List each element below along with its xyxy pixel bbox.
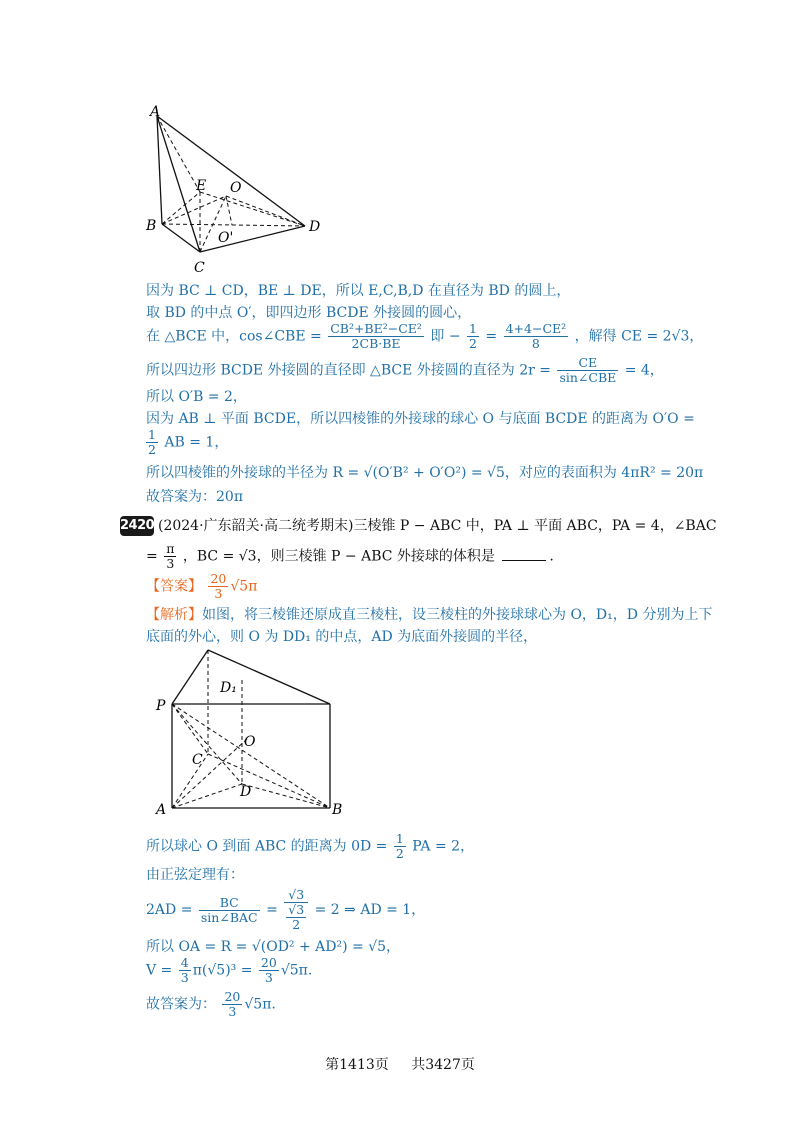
page-number: 第1413页 xyxy=(325,1057,389,1073)
solution1-line1: 因为 BC ⊥ CD，BE ⊥ DE，所以 E,C,B,D 在直径为 BD 的圆上， xyxy=(146,283,571,299)
label-D: D xyxy=(309,219,321,235)
analysis-line1: 【解析】如图，将三棱锥还原成直三棱柱，设三棱柱的外接球球心为 O，D₁，D 分别为上下 xyxy=(146,607,713,623)
solution1-line5: 所以 O′B = 2， xyxy=(146,389,247,405)
figure-prism xyxy=(150,640,360,820)
solution2-line3: 2AD = $\frac{BC}{\text{sin∠BAC}}$ = $\frac{√3}{\frac{√3}{2}}$ = 2 ⇒ AD = 1， xyxy=(146,887,426,932)
label-O-prime: O' xyxy=(218,230,234,246)
fraction: $\frac{20}{3}$ xyxy=(224,989,241,1019)
solution2-line1: 所以球心 O 到面 ABC 的距离为 0D = $\frac{1}{2}$ PA = 2， xyxy=(146,831,475,861)
solution2-line5: V = $\frac{4}{3}$ π(√5)³ = $\frac{20}{3}$ √5π. xyxy=(146,955,313,985)
solution1-line7: $\frac{1}{2}$ AB = 1， xyxy=(148,427,229,457)
solution1-line3: 在 △BCE 中，cos∠CBE = $\frac{\text{CB²+BE²−CE²}}{2CB\cdot BE}$ 即 − $\frac{1}{2}$ = $\frac{\text{4+4−CE²}}{8}$ ，解得 CE = 2√3， xyxy=(146,321,704,351)
analysis-line2: 底面的外心，则 O 为 DD₁ 的中点，AD 为底面外接圆的半径， xyxy=(146,629,538,645)
fraction: $\frac{CE}{\text{sin∠CBE}}$ xyxy=(559,355,617,385)
fraction: $\frac{\text{4+4−CE²}}{8}$ xyxy=(505,321,567,351)
label-D: D xyxy=(240,784,252,800)
fraction: $\frac{BC}{\text{sin∠BAC}}$ xyxy=(200,894,258,925)
page-footer xyxy=(0,1054,800,1074)
solution2-line4: 所以 OA = R = √(OD² + AD²) = √5， xyxy=(146,939,401,955)
question-line2: = $\frac{\pi}{3}$ ，BC = √3，则三棱锥 P − ABC 外接球的体积是 . xyxy=(146,541,554,571)
label-C: C xyxy=(192,752,203,768)
label-B: B xyxy=(332,802,343,818)
figure-pyramid xyxy=(140,100,340,280)
question-line1: (2024·广东韶关·高二统考期末)三棱锥 P − ABC 中，PA ⊥ 平面 ABC，PA = 4，∠BAC xyxy=(158,518,717,534)
fraction: $\frac{1}{2}$ xyxy=(469,321,477,351)
question-number-badge: 2420 xyxy=(120,516,154,536)
fraction: $\frac{1}{2}$ xyxy=(148,427,156,457)
fraction: $\frac{4}{3}$ xyxy=(180,955,189,985)
solution1-line8: 所以四棱锥的外接球的半径为 R = √(O′B² + O′O²) = √5，对应的表面积为 4πR² = 20π xyxy=(146,465,704,481)
label-O: O xyxy=(244,734,256,750)
fraction: $\frac{\pi}{3}$ xyxy=(166,541,175,571)
label-B: B xyxy=(146,218,157,234)
page-total: 共3427页 xyxy=(411,1057,475,1073)
solution1-line9: 故答案为：20π xyxy=(146,489,244,505)
fraction: $\frac{20}{3}$ xyxy=(260,955,277,985)
fraction: $\frac{1}{2}$ xyxy=(395,831,404,861)
label-A: A xyxy=(156,802,167,818)
solution2-line2: 由正弦定理有： xyxy=(146,867,244,883)
answer-tag: 【答案】 xyxy=(146,578,202,595)
label-A: A xyxy=(150,104,161,120)
answer-line: 【答案】 $\frac{20}{3}$ √5π xyxy=(146,571,258,601)
label-E: E xyxy=(196,178,207,194)
label-O: O xyxy=(230,180,242,196)
fraction: $\frac{\text{CB²+BE²−CE²}}{2CB\cdot BE}$ xyxy=(330,321,422,351)
solution1-line2: 取 BD 的中点 O′，即四边形 BCDE 外接圆的圆心， xyxy=(146,305,472,321)
answer-blank xyxy=(502,560,546,561)
fraction: $\frac{√3}{\frac{√3}{2}}$ xyxy=(284,888,308,932)
solution1-line6: 因为 AB ⊥ 平面 BCDE，所以四棱锥的外接球的球心 O 与底面 BCDE 的距离为 O′O = xyxy=(146,411,695,427)
solution2-line6: 故答案为： $\frac{20}{3}$ √5π. xyxy=(146,989,276,1019)
label-C: C xyxy=(194,260,205,276)
analysis-tag: 【解析】 xyxy=(146,607,202,623)
label-D1: D₁ xyxy=(220,680,237,696)
label-P: P xyxy=(156,698,166,714)
solution1-line4: 所以四边形 BCDE 外接圆的直径即 △BCE 外接圆的直径为 2r = $\frac{CE}{\text{sin∠CBE}}$ = 4， xyxy=(146,355,664,385)
fraction: $\frac{20}{3}$ xyxy=(210,571,227,601)
